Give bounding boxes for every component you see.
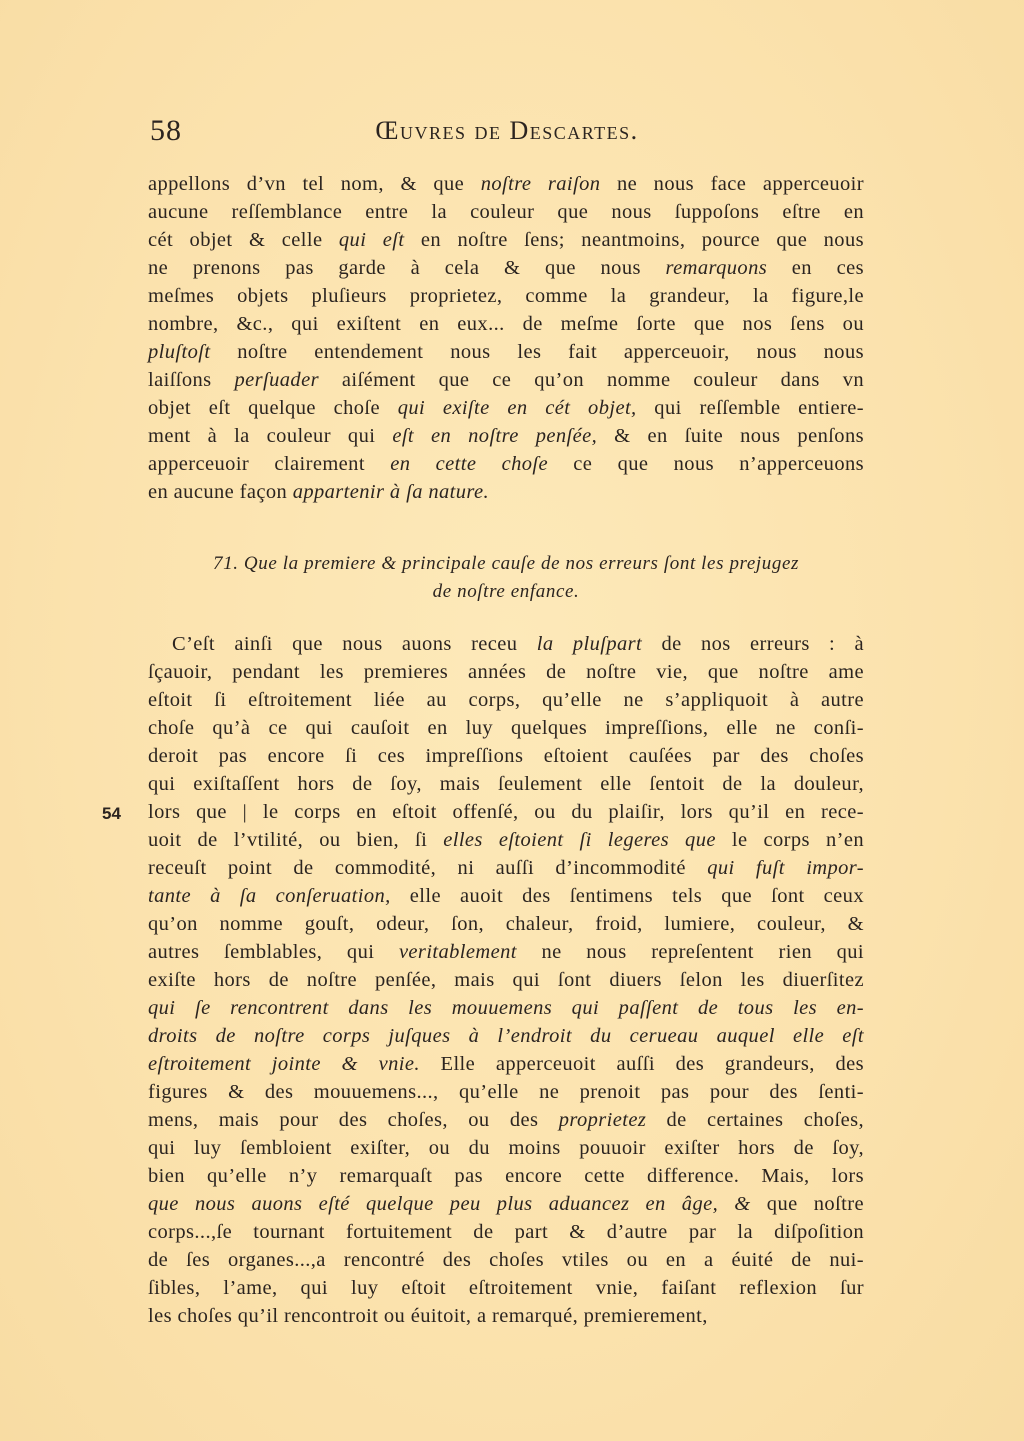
page-number: 58 [150,114,182,147]
text-run: aucune reſſemblance entre la couleur que nous ſuppoſons eſtre en [148,201,864,223]
text-run: corps...,ſe tournant fortuitement de part & d’autre par la diſpoſition [148,1221,864,1243]
text-run: ment à la couleur qui [148,425,393,447]
text-run: bien qu’elle n’y remarquaſt pas encore cette difference. Mais, lors [148,1165,864,1187]
text-run: ce que nous n’apperceuons [548,453,864,475]
running-title: Œuvres de Descartes. [375,116,639,145]
italic-run: en cette choſe [390,453,549,475]
italic-run: eſt en noſtre penſée, [392,425,598,447]
text-run: en ces [767,257,864,279]
text-run: deroit pas encore ſi ces impreſſions eſtoient cauſées par des choſes [148,745,864,767]
text-run: ſçauoir, pendant les premieres années de noſtre vie, que noſtre ame [148,661,864,683]
text-line [148,854,864,882]
text-run: lors que | le corps en eſtoit offenſé, ou du plaiſir, lors qu’il en rece- [148,801,864,823]
text-run: les choſes qu’il rencontroit ou éuitoit, a remarqué, premierement, [148,1305,708,1327]
text-run: figures & des mouuemens..., qu’elle ne prenoit pas pour des ſenti- [148,1081,864,1103]
section-heading [148,550,864,606]
italic-run: pluſtoſt [148,341,211,363]
text-line [148,394,864,422]
text-line [148,882,864,910]
text-run: qui luy ſembloient exiſter, ou du moins pouuoir exiſter hors de ſoy, [148,1137,864,1159]
text-run: apperceuoir clairement [148,453,391,475]
text-line [148,1050,864,1078]
text-run: ne nous repreſentent rien qui [516,941,864,963]
text-run: qu’on nomme gouſt, odeur, ſon, chaleur, froid, lumiere, couleur, & [148,913,864,935]
text-run: objet eſt quelque choſe [148,397,398,419]
italic-run: appartenir à ſa nature. [292,481,490,503]
text-line [148,198,864,226]
text-run: nombre, &c., qui exiſtent en eux... de meſme ſorte que nos ſens ou [148,313,864,335]
text-run: qui exiſtaſſent hors de ſoy, mais ſeulement elle ſentoit de la douleur, [148,773,864,795]
italic-run: perſuader [234,369,319,391]
text-run: meſmes objets pluſieurs proprietez, comme la grandeur, la figure,le [148,285,864,307]
italic-run: proprietez [558,1109,647,1131]
text-line [148,742,864,770]
text-run: cét objet & celle [148,229,339,251]
text-run: exiſte hors de noſtre penſée, mais qui ſont diuers ſelon les diuerſitez [148,969,864,991]
text-run: en aucune façon [148,481,293,503]
text-run: ne prenons pas garde à cela & que nous [148,257,666,279]
text-run: & en ſuite nous penſons [597,425,864,447]
italic-run: tante à ſa conſeruation, [148,885,391,907]
text-line [148,1106,864,1134]
italic-run: qui eſt [338,229,405,251]
paragraph-1 [148,170,864,506]
text-run: ne nous face apperceuoir [600,173,864,195]
text-run: noſtre entendement nous les fait apperceuoir, nous nous [210,341,864,363]
text-run: choſe qu’à ce qui cauſoit en luy quelques impreſſions, elle ne conſi- [148,717,864,739]
text-line [148,450,864,478]
text-run: elle auoit des ſentimens tels que ſont ceux [390,885,864,907]
text-line [148,630,864,658]
text-line [148,1078,864,1106]
text-run: que noſtre [750,1193,864,1215]
text-line [148,1162,864,1190]
text-line [148,254,864,282]
text-line [148,826,864,854]
text-line [148,1302,864,1330]
text-run: en noſtre ſens; neantmoins, pource que nous [404,229,864,251]
text-line [148,1274,864,1302]
text-run: uoit de l’vtilité, ou bien, ſi [148,829,444,851]
text-line [148,1218,864,1246]
italic-run: la pluſpart [536,633,643,655]
text-run: aiſément que ce qu’on nomme couleur dans vn [318,369,864,391]
text-run: de certaines choſes, [646,1109,865,1131]
text-run: C’eſt ainſi que nous auons receu [172,633,537,655]
text-line [148,966,864,994]
text-line [148,1022,864,1050]
running-head [150,114,864,156]
section-heading-line: 71. Que la premiere & principale cauſe de nos erreurs ſont les prejugez [213,553,799,574]
text-line [148,478,864,506]
text-line [148,1190,864,1218]
text-line [148,170,864,198]
text-run: eſtoit ſi eſtroitement liée au corps, qu’elle ne s’appliquoit à autre [148,689,864,711]
text-line [148,658,864,686]
text-run: de nos erreurs : à [642,633,864,655]
text-line [148,226,864,254]
paragraph-2 [148,630,864,1330]
italic-run: qui ſe rencontrent dans les mouuemens qui paſſent de tous les en- [148,997,864,1019]
italic-run: qui fuſt impor- [707,857,864,879]
italic-run: que nous auons eſté quelque peu plus aduancez en âge, & [148,1193,751,1215]
text-line [148,686,864,714]
text-line [148,770,864,798]
section-heading-line: de noſtre enfance. [432,581,580,602]
italic-run: eſtroitement jointe & vnie. [148,1053,420,1075]
italic-run: remarquons [665,257,768,279]
text-line [148,1134,864,1162]
text-run: laiſſons [148,369,235,391]
text-line [148,338,864,366]
text-run: ſibles, l’ame, qui luy eſtoit eſtroitement vnie, faiſant reflexion ſur [148,1277,864,1299]
text-run: le corps n’en [715,829,864,851]
italic-run: droits de noſtre corps juſques à l’endroit du cerueau auquel elle eſt [148,1025,864,1047]
text-line [148,994,864,1022]
text-line [148,798,864,826]
text-run: de ſes organes...,a rencontré des choſes vtiles ou en a éuité de nui- [148,1249,864,1271]
text-line [148,310,864,338]
text-run: appellons d’vn tel nom, & que [148,173,481,195]
margin-page-number: 54 [102,804,121,823]
italic-run: veritablement [398,941,517,963]
text-line [148,910,864,938]
italic-run: qui exiſte en cét objet, [397,397,637,419]
italic-run: elles eſtoient ſi legeres que [443,829,716,851]
italic-run: noſtre raiſon [480,173,601,195]
text-line [148,714,864,742]
text-run: receuſt point de commodité, ni auſſi d’incommodité [148,857,708,879]
text-run: mens, mais pour des choſes, ou des [148,1109,559,1131]
text-run: Elle apperceuoit auſſi des grandeurs, des [419,1053,864,1075]
text-line [148,282,864,310]
text-line [148,938,864,966]
text-run: autres ſemblables, qui [148,941,399,963]
text-run: qui reſſemble entiere- [636,397,864,419]
text-line [148,1246,864,1274]
text-line [148,366,864,394]
text-line [148,422,864,450]
